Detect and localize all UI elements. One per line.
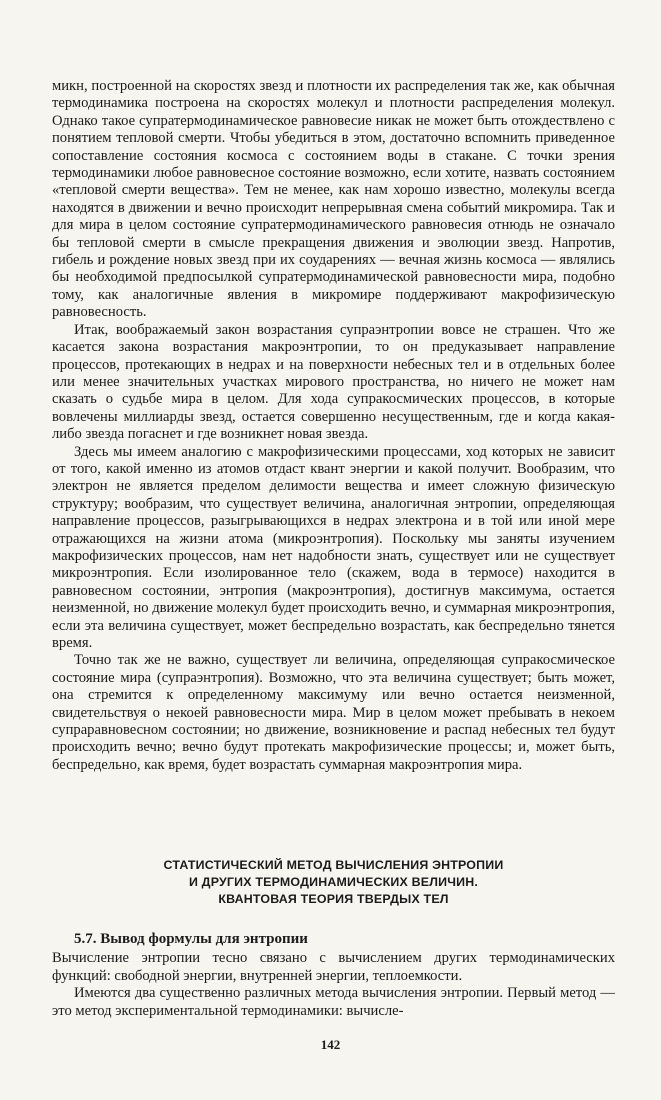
paragraph-3: Здесь мы имеем аналогию с макрофизическими процессами, ход которых не зависит от того, какой именно из атомов отдаст квант энергии и какой получит. Вообразим, что электрон не является пределом делимости вещества и имеет сложную физическую структуру; вообразим, что существует величина, аналогичная энтропии, определяющая направление процессов, разыгрывающихся в недрах электрона и в той или иной мере отражающихся на жизни атома (микроэнтропия). Поскольку мы заняты изучением макрофизических процессов, нам нет надобности знать, существует или не существует микроэнтропия. Если изолированное тело (скажем, вода в термосе) находится в равновесном состоянии, энтропия (макроэнтропия), достигнув максимума, остается неизменной, но движение молекул будет происходить вечно, и суммарная микроэнтропия, если эта величина существует, может беспредельно возрастать, как беспредельно тянется время. [52,443,615,651]
subsection-paragraph-1: Вычисление энтропии тесно связано с вычислением других термодинамических функций: свободной энергии, внутренней энергии, теплоемкости. [52,950,615,984]
paragraph-2: Итак, воображаемый закон возрастания супраэнтропии вовсе не страшен. Что же касается закона возрастания макроэнтропии, то он предуказывает направление процессов, протекающих в недрах и на поверхности небесных тел и в отдельных более или менее значительных участках мирового пространства, но ничего не может нам сказать о судьбе мира в целом. Для хода супракосмических процессов, в которые вовлечены миллиарды звезд, остается совершенно несущественным, где и когда какая-либо звезда погаснет и где возникнет новая звезда. [52,321,615,443]
section-heading-line-2: И ДРУГИХ ТЕРМОДИНАМИЧЕСКИХ ВЕЛИЧИН. [188,875,479,889]
page-number: 142 [320,1037,341,1052]
section-heading-line-3: КВАНТОВАЯ ТЕОРИЯ ТВЕРДЫХ ТЕЛ [218,892,449,906]
subsection-text [52,950,615,1020]
paragraph-4: Точно так же не важно, существует ли величина, определяющая супракосмическое состояние мира (супраэнтропия). Возможно, что эта величина существует; быть может, она стремится к определенному максимуму или вечно остается неизменной, свидетельствуя о некоей равновесности мира. Мир в целом может пребывать в некоем супраравновесном состоянии; но движение, возникновение и распад небесных тел будут происходить вечно; вечно будут протекать макрофизические процессы; и, может быть, беспредельно, как время, будет возрастать суммарная макроэнтропия мира. [52,652,615,773]
section-heading-line-1: СТАТИСТИЧЕСКИЙ МЕТОД ВЫЧИСЛЕНИЯ ЭНТРОПИИ [163,858,504,872]
subsection-paragraph-2: Имеются два существенно различных метода вычисления энтропии. Первый метод — это метод экспериментальной термодинамики: вычисле- [52,985,615,1019]
main-text [52,78,615,774]
paragraph-1: микн, построенной на скоростях звезд и плотности их распределения так же, как обычная термодинамика построена на скоростях молекул и плотности распределения молекул. Однако такое супратермодинамическое равновесие никак не может быть отождествлено с понятием тепловой смерти. Чтобы убедиться в этом, достаточно вспомнить приведенное сопоставление состояния космоса с состоянием воды в стакане. С точки зрения термодинамики любое равновесное состояние возможно, если хотите, назвать состоянием «тепловой смерти вещества». Тем не менее, как нам хорошо известно, молекулы всегда находятся в движении и вечно происходит непрерывная смена событий микромира. Так и для мира в целом состояние супратермодинамического равновесия отнюдь не означало бы тепловой смерти в смысле прекращения движения и эволюции звезд. Напротив, гибель и рождение новых звезд при их соударениях — вечная жизнь космоса — являлись бы необходимой предпосылкой супратермодинамической равновесности мира, подобно тому, как аналогичные явления в микромире поддерживают макрофизическую равновесность. [52,78,615,321]
subsection-title: 5.7. Вывод формулы для энтропии [74,931,308,947]
section-heading [52,857,615,908]
